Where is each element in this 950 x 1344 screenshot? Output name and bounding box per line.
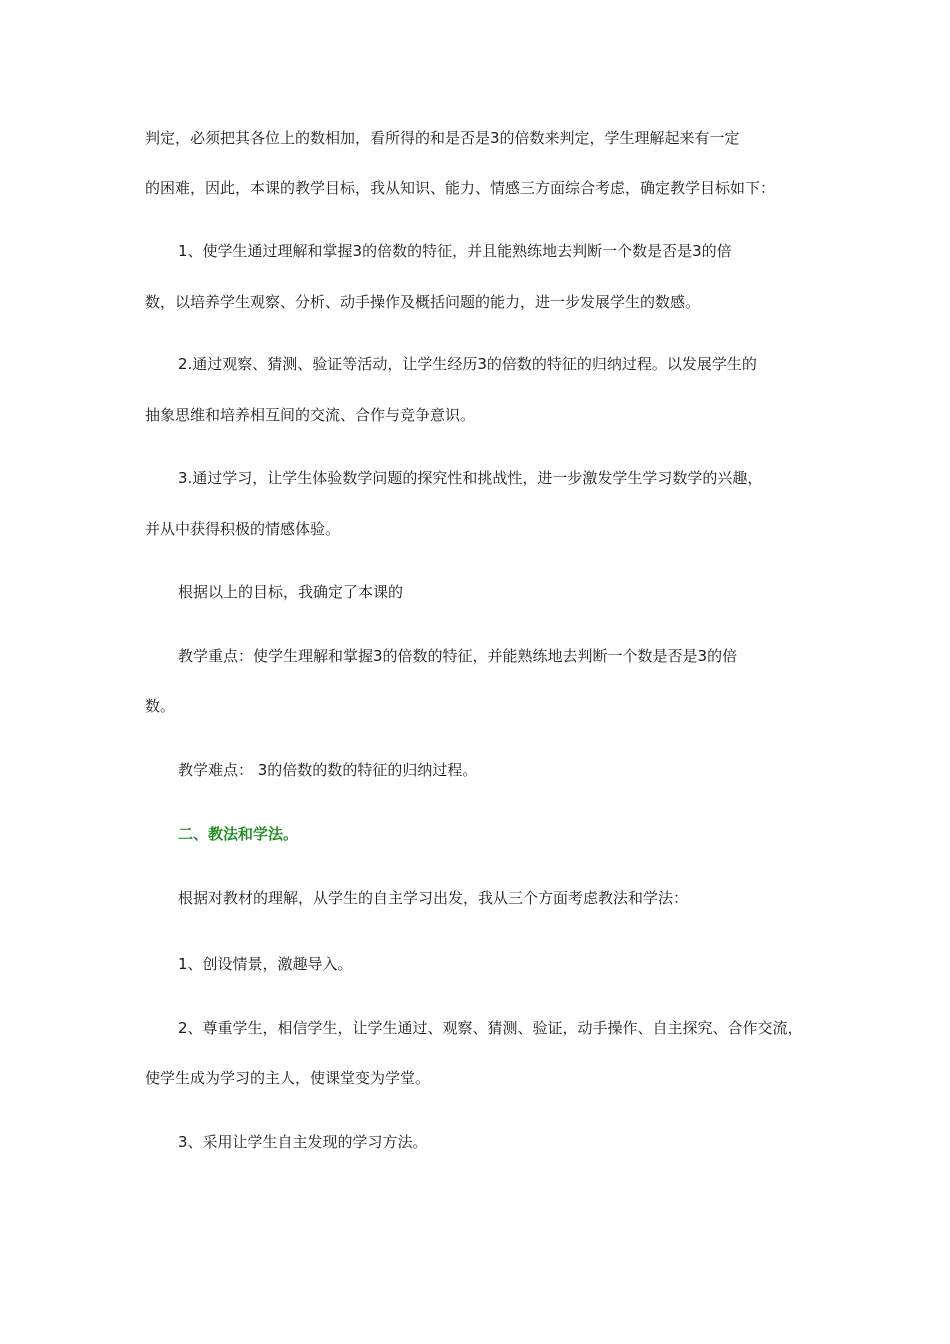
method-3-line: 3、采用让学生自主发现的学习方法。 <box>178 1133 428 1151</box>
paragraph-line: 根据对教材的理解，从学生的自主学习出发，我从三个方面考虑教法和学法： <box>178 889 689 907</box>
objective-1-line: 1、使学生通过理解和掌握3的倍数的特征，并且能熟练地去判断一个数是否是3的倍 <box>178 242 732 260</box>
method-2-line: 使学生成为学习的主人，使课堂变为学堂。 <box>145 1069 431 1087</box>
key-point-line: 数。 <box>145 697 176 715</box>
paragraph-line: 根据以上的目标，我确定了本课的 <box>178 583 404 601</box>
objective-2-line: 2.通过观察、猜测、验证等活动，让学生经历3的倍数的特征的归纳过程。以发展学生的 <box>178 355 757 373</box>
key-point-line: 教学重点：使学生理解和掌握3的倍数的特征，并能熟练地去判断一个数是否是3的倍 <box>178 647 738 665</box>
method-2-line: 2、尊重学生，相信学生，让学生通过、观察、猜测、验证，动手操作、自主探究、合作交流， <box>178 1019 803 1037</box>
objective-3-line: 并从中获得积极的情感体验。 <box>145 520 341 538</box>
method-1-line: 1、创设情景，激趣导入。 <box>178 955 353 973</box>
section-heading: 二、教法和学法。 <box>178 825 299 843</box>
objective-3-line: 3.通过学习，让学生体验数学问题的探究性和挑战性，进一步激发学生学习数学的兴趣， <box>178 469 763 487</box>
paragraph-line: 的困难，因此，本课的教学目标，我从知识、能力、情感三方面综合考虑，确定教学目标如下： <box>145 179 776 197</box>
objective-1-line: 数，以培养学生观察、分析、动手操作及概括问题的能力，进一步发展学生的数感。 <box>145 293 701 311</box>
paragraph-line: 判定，必须把其各位上的数相加，看所得的和是否是3的倍数来判定，学生理解起来有一定 <box>145 129 740 147</box>
objective-2-line: 抽象思维和培养相互间的交流、合作与竞争意识。 <box>145 406 476 424</box>
difficulty-line: 教学难点： 3的倍数的数的特征的归纳过程。 <box>178 761 478 779</box>
